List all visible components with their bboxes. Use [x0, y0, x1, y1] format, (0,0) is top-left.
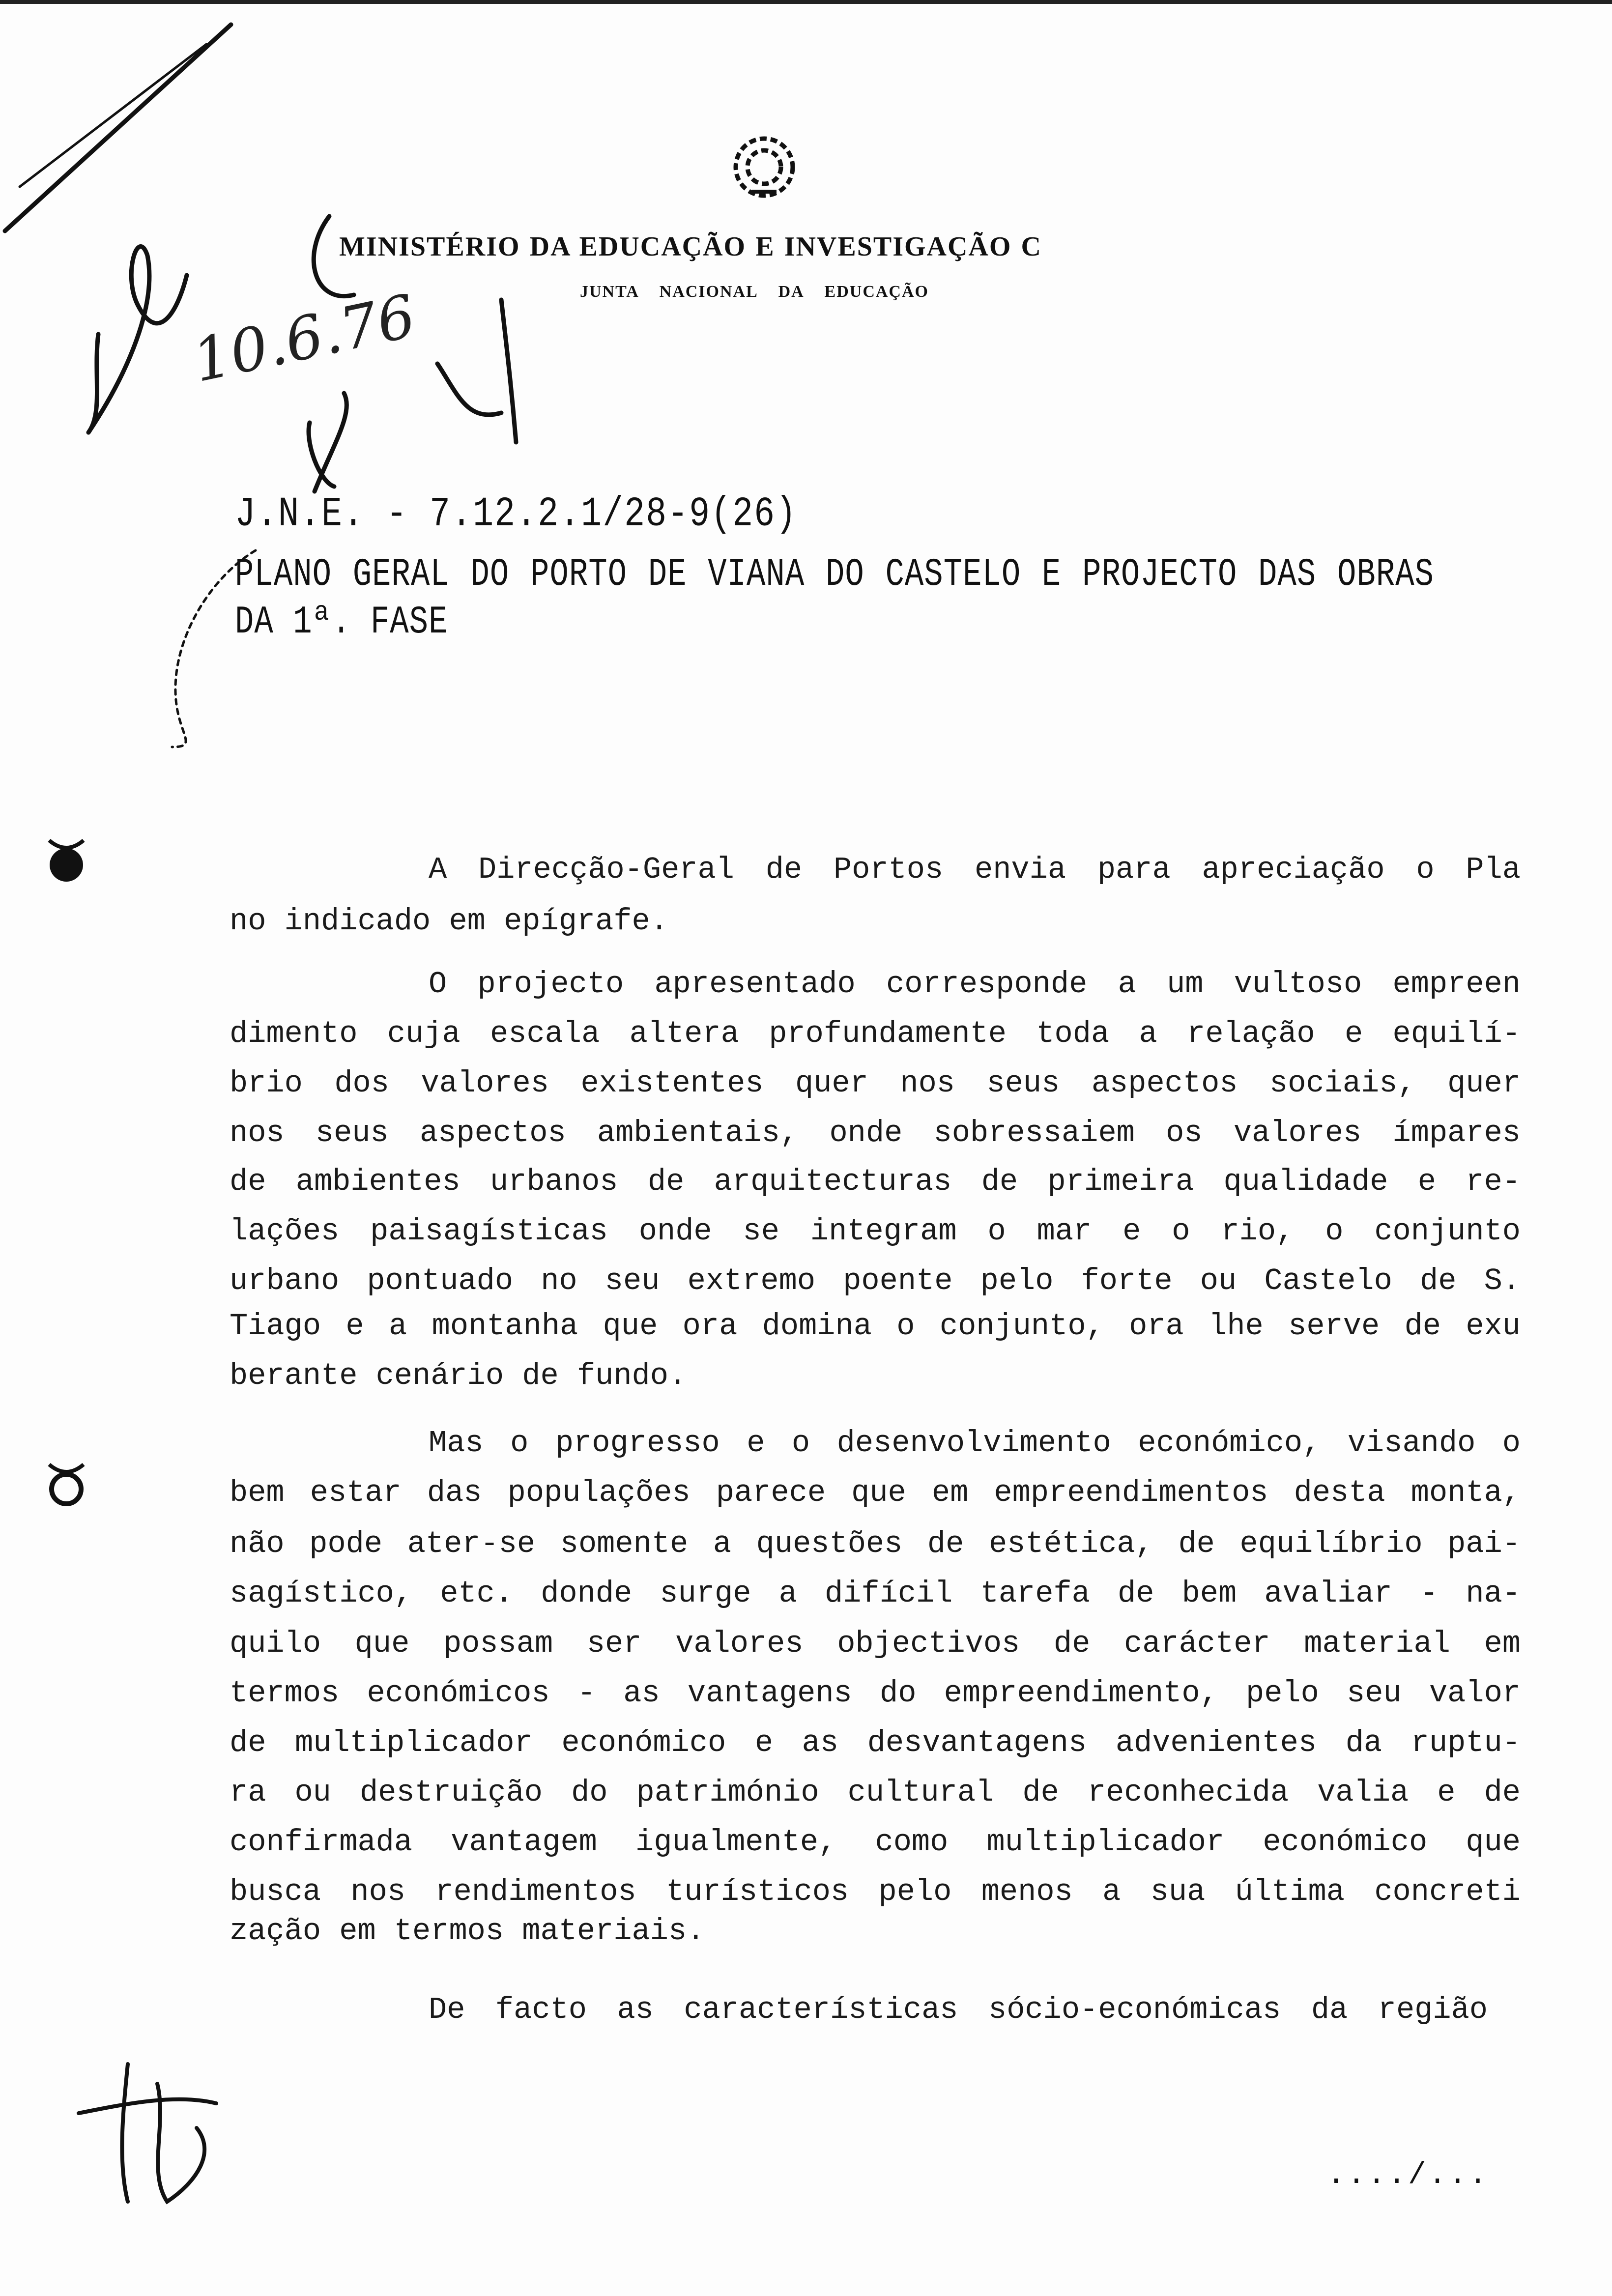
body-line: no indicado em epígrafe. [230, 904, 668, 939]
body-line: Mas o progresso e o desenvolvimento económico, visando o [429, 1426, 1521, 1461]
continuation-marker: ..../... [1327, 2157, 1489, 2192]
body-line: A Direcção-Geral de Portos envia para apreciação o Pla [429, 852, 1521, 887]
subject-line-1: PLANO GERAL DO PORTO DE VIANA DO CASTELO E PROJECTO DAS OBRAS [235, 553, 1434, 597]
body-line: não pode ater-se somente a questões de estética, de equilíbrio pai- [230, 1526, 1521, 1561]
board-subheading: JUNTA NACIONAL DA EDUCAÇÃO [580, 283, 929, 301]
body-line: nos seus aspectos ambientais, onde sobressaiem os valores ímpares [230, 1116, 1521, 1150]
body-line: Tiago e a montanha que ora domina o conjunto, ora lhe serve de exu [230, 1309, 1521, 1344]
body-line: busca nos rendimentos turísticos pelo menos a sua última concreti [230, 1874, 1521, 1909]
body-line: confirmada vantagem igualmente, como multiplicador económico que [230, 1825, 1521, 1860]
body-line: berante cenário de fundo. [230, 1358, 687, 1393]
reference-number: J.N.E. - 7.12.2.1/28-9(26) [235, 491, 798, 538]
subject-line-2: DA 1ª. FASE [235, 601, 448, 645]
body-line: urbano pontuado no seu extremo poente pelo forte ou Castelo de S. [230, 1263, 1521, 1298]
body-line: lações paisagísticas onde se integram o mar e o rio, o conjunto [230, 1214, 1521, 1249]
handwritten-date: 10.6.76 [187, 282, 422, 396]
punch-hole-mark [39, 831, 93, 890]
handwritten-annotations [0, 0, 590, 767]
punch-hole-mark [39, 1455, 93, 1514]
body-line: sagístico, etc. donde surge a difícil tarefa de bem avaliar - na- [230, 1576, 1521, 1611]
body-line: brio dos valores existentes quer nos seus aspectos sociais, quer [230, 1066, 1521, 1101]
body-line: zação em termos materiais. [230, 1914, 705, 1949]
ministry-heading: MINISTÉRIO DA EDUCAÇÃO E INVESTIGAÇÃO C [339, 231, 1042, 262]
body-line: quilo que possam ser valores objectivos de carácter material em [230, 1626, 1521, 1661]
handwritten-initials [69, 2054, 236, 2211]
body-line: de ambientes urbanos de arquitecturas de primeira qualidade e re- [230, 1164, 1521, 1199]
body-line: O projecto apresentado corresponde a um vultoso empreen [429, 967, 1521, 1002]
coat-of-arms-icon [722, 128, 806, 206]
body-line: de multiplicador económico e as desvantagens advenientes da ruptu- [230, 1725, 1521, 1760]
body-line: bem estar das populações parece que em empreendimentos desta monta, [230, 1475, 1521, 1510]
body-line: ra ou destruição do património cultural de reconhecida valia e de [230, 1775, 1521, 1810]
body-line: dimento cuja escala altera profundamente toda a relação e equilí- [230, 1016, 1521, 1051]
body-line: termos económicos - as vantagens do empreendimento, pelo seu valor [230, 1676, 1521, 1711]
body-line: De facto as características sócio-económicas da região [429, 1992, 1488, 2027]
